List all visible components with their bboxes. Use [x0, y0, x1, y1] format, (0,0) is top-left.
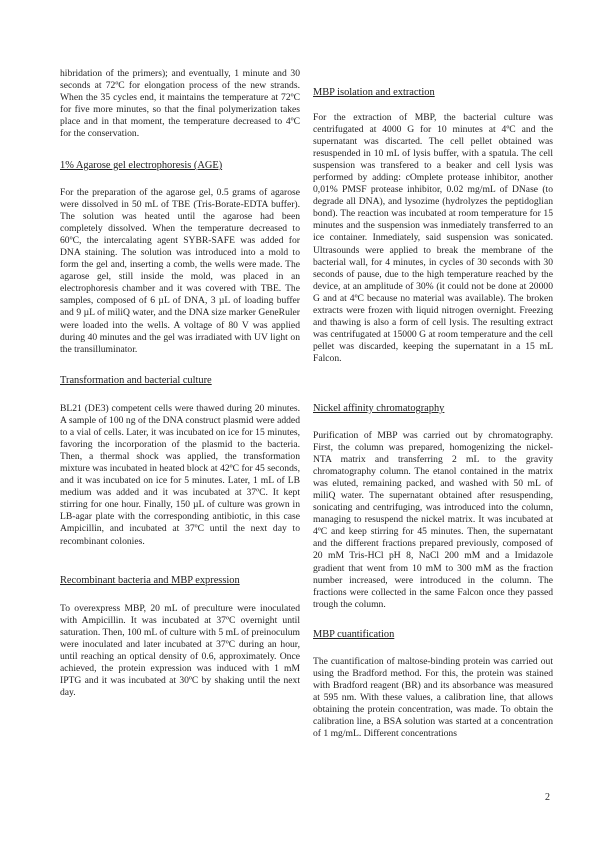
- heading-mbp-isolation: MBP isolation and extraction: [313, 87, 435, 98]
- paragraph-pcr-end: hibridation of the primers); and eventually, 1 minute and 30 seconds at 72ºC for elongation process of the new strands. When the 35 cycles end, it maintains the temperature at 72ºC for five more minutes, so that the final polymerization takes place and in that moment, the temperature decreased to 4ºC for the conservation.: [60, 68, 300, 140]
- heading-mbp-quantification: MBP cuantification: [313, 629, 395, 640]
- paragraph-mbp-isolation: For the extraction of MBP, the bacterial culture was centrifugated at 4000 G for 10 minutes at 4ºC and the supernatant was discarted. The cell pellet obtained was resuspended in 10 mL of lysis buffer, with a spatula. The cell suspension was transfered to a beaker and cell lysis was performed by adding: cOmplete protease inhibitor, another 0,01% PMSF protease inhibitor, 0.02 mg/mL of DNase (to degrade all DNA), and lysozime (hydrolyzes the peptidoglian bond). The reaction was incubated at room temperature for 15 minutes and the suspension was inmediately transferred to an ice container. Inmediately, said suspension was sonicated. Ultrasounds were applied to break the membrane of the bacterial wall, for 4 minutes, in cycles of 30 seconds with 30 seconds of pause, due to the high temperature reached by the device, at an amplitude of 30% (it could not be done at 20000 G and at 4ºC because no material was available). The broken extracts were frozen with liquid nitrogen overnight. Freezing and thawing is also a form of cell lysis. The resulting extract was centrifugated at 15000 G at room temperature and the cell pellet was discarded, keeping the supernatant in a 15 mL Falcon.: [313, 112, 553, 364]
- paragraph-mbp-quantification: The cuantification of maltose-binding protein was carried out using the Bradford method. For this, the protein was stained with Bradford reagent (BR) and its absorbance was measured at 595 nm. With these values, a calibration line, that allows obtaining the protein concentration, was made. To obtain the calibration line, a BSA solution was started at a concentration of 1 mg/mL. Different concentrations: [313, 656, 553, 740]
- heading-recombinant-expression: Recombinant bacteria and MBP expression: [60, 575, 240, 586]
- paragraph-transformation: BL21 (DE3) competent cells were thawed during 20 minutes. A sample of 100 ng of the DNA construct plasmid were added to a vial of cells. Later, it was incubated on ice for 15 minutes, favoring the incorporation of the plasmid to the bacteria. Then, a thermal shock was applied, the transformation mixture was incubated in heated block at 42ºC for 45 seconds, and it was incubated on ice for 5 minutes. Later, 1 mL of LB medium was added and it was incubated at 37ºC. It kept stirring for one hour. Finally, 150 µL of culture was grown in LB-agar plate with the corresponding antibiotic, in this case Ampicillin, and incubated at 37ºC until the next day to recombinant colonies.: [60, 403, 300, 547]
- paragraph-nickel-chromatography: Purification of MBP was carried out by chromatography. First, the column was prepared, homogenizing the nickel-NTA matrix and transferring 2 mL to the gravity chromatography column. The etanol contained in the matrix was eluted, remaining packed, and washed with 50 mL of miliQ water. The supernatant obtained after resuspending, sonicating and centrifuging, was introduced into the column, managing to resuspend the nickel matrix. It was incubated at 4ºC and keep stirring for 45 minutes. Then, the supernatant and the different fractions prepared previously, composed of 20 mM Tris-HCl pH 8, NaCl 200 mM and a Imidazole gradient that went from 10 mM to 300 mM as the fraction number increased, were introduced in the column. The fractions were collected in the same Falcon once they passed trough the column.: [313, 430, 553, 610]
- heading-transformation: Transformation and bacterial culture: [60, 375, 212, 386]
- heading-agarose-gel: 1% Agarose gel electrophoresis (AGE): [60, 160, 223, 171]
- paragraph-agarose-gel: For the preparation of the agarose gel, 0.5 grams of agarose were dissolved in 50 mL of TBE (Tris-Borate-EDTA buffer). The solution was heated until the agarose had been completely dissolved. When the temperature decreased to 60ºC, the intercalating agent SYBR-SAFE was added for DNA staining. The solution was introduced into a mold to form the gel and, inserting a comb, the wells were made. The agarose gel, still inside the mold, was placed in an electrophoresis chamber and it was covered with TBE. The samples, composed of 6 µL of DNA, 3 µL of loading buffer and 9 µL of miliQ water, and the DNA size marker GeneRuler were loaded into the wells. A voltage of 80 V was applied during 40 minutes and the gel was irradiated with UV light on the transilluminator.: [60, 187, 300, 355]
- heading-nickel-chromatography: Nickel affinity chromatography: [313, 403, 445, 414]
- paragraph-recombinant-expression: To overexpress MBP, 20 mL of preculture were inoculated with Ampicillin. It was incubated at 37ºC overnight until saturation. Then, 100 mL of culture with 5 mL of preinoculum were inoculated and later incubated at 37ºC during an hour, until reaching an optical density of 0.6, approximately. Once achieved, the protein expression was induced with 1 mM IPTG and it was incubated at 30ºC by shaking until the next day.: [60, 603, 300, 699]
- page-number: 2: [545, 792, 550, 803]
